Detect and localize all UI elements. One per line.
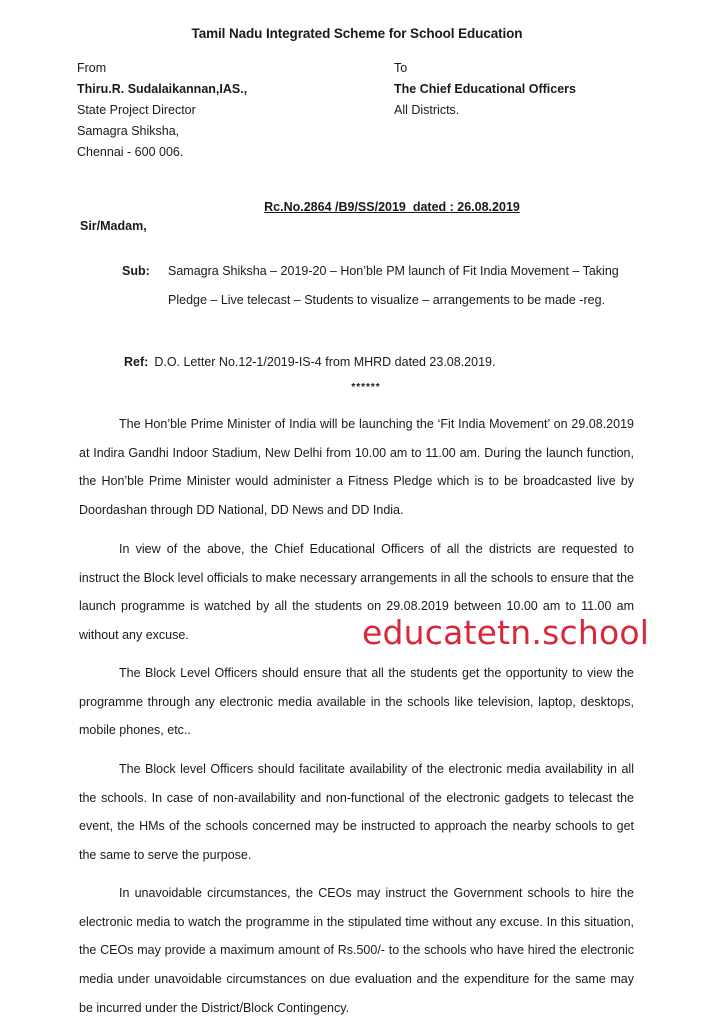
document-title: Tamil Nadu Integrated Scheme for School Education — [191, 26, 523, 41]
sender-city: Chennai - 600 006. — [77, 145, 184, 159]
recipient-scope: All Districts. — [394, 103, 460, 117]
subject-text: Samagra Shiksha – 2019-20 – Hon’ble PM launch of Fit India Movement – Taking Pledge – Live telecast – Students to visualize – arrangements to be made -reg. — [168, 264, 619, 307]
reference-block — [124, 355, 495, 369]
paragraph: The Block Level Officers should ensure that all the students get the opportunity to view the programme through any electronic media available in the schools like television, laptop, desktops, mobile phones, etc.. — [79, 666, 634, 738]
to-label: To — [394, 61, 408, 75]
reference-text: D.O. Letter No.12-1/2019-IS-4 from MHRD dated 23.08.2019. — [154, 355, 496, 369]
paragraph: The Block level Officers should facilitate availability of the electronic media availability in all the schools. In case of non-availability and non-functional of the electronic gadgets to telecast the event, the HMs of the schools concerned may be instructed to approach the nearby schools to get the same to serve the purpose. — [79, 762, 634, 863]
watermark: educatetn.school — [362, 613, 650, 652]
salutation: Sir/Madam, — [80, 219, 147, 233]
recipient-name: The Chief Educational Officers — [394, 82, 576, 96]
from-block — [77, 58, 247, 163]
sender-designation: State Project Director — [77, 103, 196, 117]
subject-label: Sub: — [122, 264, 150, 278]
paragraph: The Hon’ble Prime Minister of India will be launching the ‘Fit India Movement’ on 29.08.2019 at Indira Gandhi Indoor Stadium, New Delhi from 10.00 am to 11.00 am. During the launch function, the Hon’ble Prime Minister would administer a Fitness Pledge which is to be broadcasted live by Doordashan through DD National, DD News and DD India. — [79, 417, 634, 518]
sender-name: Thiru.R. Sudalaikannan,IAS., — [77, 82, 248, 96]
subject-block — [122, 257, 642, 314]
sender-organization: Samagra Shiksha, — [77, 124, 180, 138]
paragraph: In unavoidable circumstances, the CEOs may instruct the Government schools to hire the electronic media to watch the programme in the stipulated time without any excuse. In this situation, the CEOs may provide a maximum amount of Rs.500/- to the schools who have hired the electronic media under unavoidable circumstances on due evaluation and the expenditure for the same may be incurred under the District/Block Contingency. — [79, 886, 634, 1015]
reference-number: Rc.No.2864 /B9/SS/2019 dated : 26.08.2019 — [264, 200, 520, 214]
reference-label: Ref: — [124, 355, 149, 369]
from-label: From — [77, 61, 107, 75]
separator: ****** — [351, 382, 381, 393]
to-block — [394, 58, 576, 121]
paragraph: In view of the above, the Chief Educational Officers of all the districts are requested to instruct the Block level officials to make necessary arrangements in all the schools to ensure that the launch programme is watched by all the students on 29.08.2019 between 10.00 am to 11.00 am without any excuse. — [79, 542, 634, 643]
